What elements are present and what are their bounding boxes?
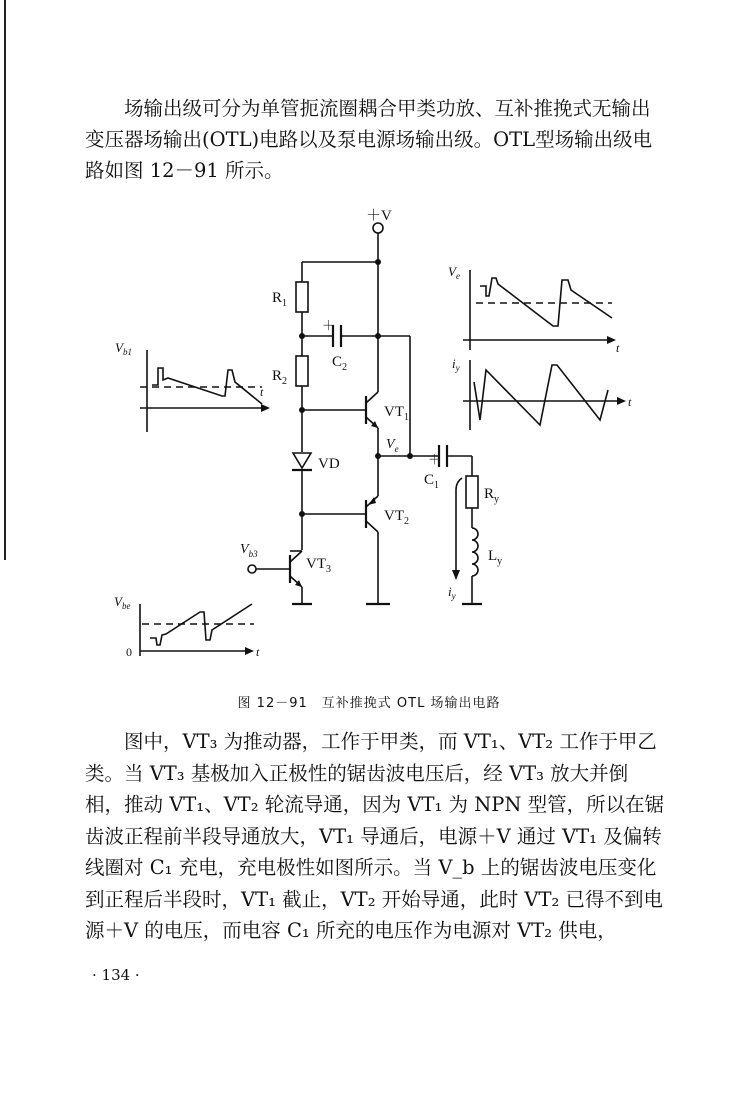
vt1-label: $VT_1$ [384, 404, 409, 423]
supply-terminal [373, 223, 383, 262]
iy-current-arrow [452, 478, 462, 580]
c2-plus: ＋ [322, 318, 336, 333]
vd-label: VD [318, 456, 340, 472]
transistor-vt2 [366, 456, 390, 604]
page-number: · 134 · [92, 966, 140, 984]
r2-label: $R_2$ [272, 368, 288, 387]
waveform-iy [463, 360, 626, 430]
ly-label: $L_y$ [488, 548, 503, 567]
paragraph-intro: 场输出级可分为单管扼流圈耦合甲类功放、互补推挽式无输出变压器场输出(OTL)电路以及泵电源场输出级。OTL型场输出级电路如图 12－91 所示。 [85, 97, 653, 182]
transistor-vt1 [366, 262, 378, 456]
iy-wave-label: $i_y$ [452, 356, 460, 373]
vb3-label: $V_{b3}$ [240, 542, 258, 559]
resistor-r1 [296, 262, 308, 336]
supply-label: ＋V [366, 208, 392, 224]
vbe-axis-t: t [256, 645, 260, 659]
vbe-origin: 0 [126, 645, 132, 659]
iy-arrow-label: $i_y$ [448, 584, 456, 601]
ry-label: $R_y$ [484, 486, 500, 505]
c1-label: $C_1$ [424, 472, 440, 491]
waveform-ve [463, 270, 616, 350]
ve-wave-label: $V_e$ [448, 264, 460, 281]
waveform-vbe [140, 604, 254, 656]
figure-caption: 图 12－91 互补推挽式 OTL 场输出电路 [237, 696, 501, 711]
c1-plus: ＋ [428, 452, 442, 467]
r1-label: $R_1$ [272, 290, 288, 309]
resistor-ry [466, 456, 478, 528]
ve-node-label: $V_e$ [386, 437, 399, 454]
diode-vd [292, 410, 312, 514]
vt2-label: $VT_2$ [384, 508, 409, 527]
ve-axis-t: t [616, 341, 620, 355]
iy-axis-t: t [628, 395, 632, 409]
waveform-vb1 [140, 350, 270, 432]
paragraph-explanation: 图中，VT₃ 为推动器，工作于甲类，而 VT₁、VT₂ 工作于甲乙类。当 VT₃ 基极加入正极性的锯齿波电压后，经 VT₃ 放大并倒相，推动 VT₁、VT₂ 轮流导通，因为 VT₁ 为 NPN 型管，所以在锯齿波正程前半段导通放大，VT₁ 导通后，电源＋V 通过 VT₁ 及偏转线圈对 C₁ 充电，充电极性如图所示。当 V_b 上的锯齿波电压变化到正程后半段时，VT₁ 截止，VT₂ 开始导通，此时 VT₂ 已得不到电源＋V 的电压，而电容 C₁ 所充的电压作为电源对 VT₂ 供电， [85, 730, 665, 942]
vb1-axis-t: t [260, 385, 264, 399]
vb1-wave-label: $V_{b1}$ [115, 340, 132, 357]
c2-label: $C_2$ [332, 354, 348, 373]
inductor-ly [462, 528, 482, 604]
resistor-r2 [296, 336, 308, 410]
vbe-wave-label: $V_{be}$ [114, 594, 131, 611]
vt3-label: $VT_3$ [306, 556, 331, 575]
transistor-vt3 [248, 514, 312, 604]
